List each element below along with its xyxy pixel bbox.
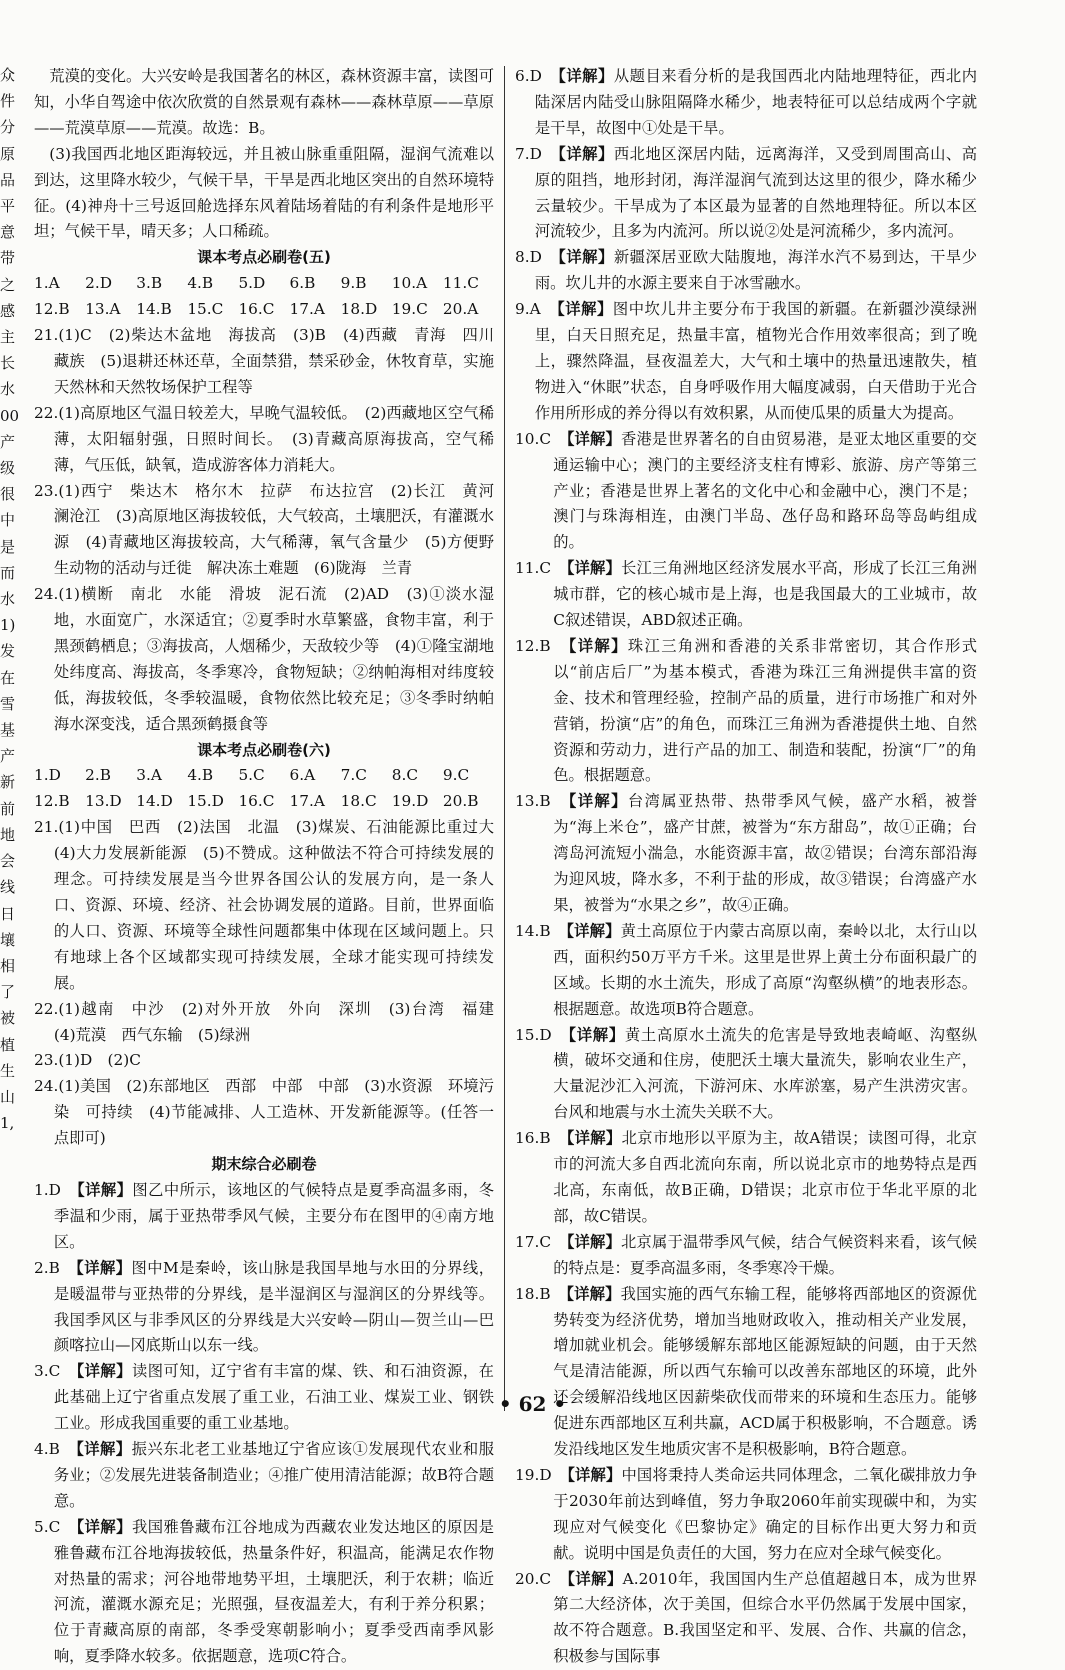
- final-answer: [515, 919, 977, 1023]
- answer-number: 9.A: [515, 300, 558, 319]
- edge-line: 感: [0, 301, 16, 320]
- final-answer: [34, 1437, 494, 1515]
- answer-number: 11.C: [515, 559, 567, 578]
- final-answer: [515, 297, 977, 427]
- answer-text: 图乙中所示，该地区的气候特点是夏季高温多雨，冬季温和少雨，属于亚热带季风气候，主要分布在图甲的④南方地区。: [53, 1180, 494, 1251]
- edge-line: 相: [0, 956, 16, 975]
- final-answer: [515, 789, 977, 919]
- edge-line: 地: [0, 825, 16, 844]
- detail-tag: 【详解】: [557, 300, 613, 319]
- final-answer: [515, 142, 977, 246]
- choice-answer: 13.A: [85, 300, 121, 319]
- answer-24: 24.(1)美国 (2)东部地区 西部 中部 中部 (3)水资源 环境污染 可持续 (4)节能减排、人工造林、开发新能源等。(任答一点即可): [34, 1077, 494, 1148]
- final-answer: [515, 634, 977, 789]
- answer-number: 18.B: [515, 1284, 567, 1303]
- edge-line: 山: [0, 1087, 16, 1106]
- paragraph: (3)我国西北地区距海较远，并且被山脉重重阻隔，湿润气流难以到达，这里降水较少，气候干旱，干旱是西北地区突出的自然环境特征。(4)神舟十三号返回舱选择东风着陆场着陆的有利条件是地形平坦；气候干旱，晴天多；人口稀疏。: [34, 144, 494, 241]
- choice-answer: 3.A: [136, 766, 162, 785]
- choice-answer: 5.C: [238, 766, 265, 785]
- cropped-left-margin-text: [0, 62, 22, 1136]
- answer-number: 17.C: [515, 1232, 567, 1251]
- choice-answer: 6.A: [289, 766, 316, 785]
- edge-line: 1): [0, 616, 16, 635]
- final-answer: [34, 1178, 494, 1256]
- detail-tag: 【详解】: [566, 1232, 622, 1251]
- detail-tag: 【详解】: [76, 1258, 132, 1277]
- detail-tag: 【详解】: [566, 1129, 622, 1148]
- choice-answer-row: [34, 789, 494, 815]
- edge-line: 而: [0, 563, 16, 582]
- edge-line: 生: [0, 1061, 16, 1080]
- edge-line: 在: [0, 668, 16, 687]
- choice-answer: 14.D: [136, 792, 173, 811]
- edge-line: 基: [0, 721, 16, 740]
- answer-number: 19.D: [515, 1465, 568, 1484]
- final-answer: [515, 1567, 977, 1670]
- edge-line: 水: [0, 380, 16, 399]
- choice-answer: 8.C: [391, 766, 419, 785]
- choice-answer: 14.B: [136, 300, 172, 319]
- detail-tag: 【详解】: [568, 1025, 625, 1044]
- answer-number: 5.C: [34, 1517, 77, 1536]
- edge-line: 产: [0, 432, 16, 451]
- paragraph: 荒漠的变化。大兴安岭是我国著名的林区，森林资源丰富，读图可知，小华自驾途中依次欣赏的自然景观有森林——森林草原——草原——荒漠草原——荒漠。故选：B。: [34, 67, 494, 137]
- answer-number: 16.B: [515, 1129, 567, 1148]
- answer-number: 1.D: [34, 1180, 78, 1199]
- answer-number: 8.D: [515, 248, 559, 267]
- section-heading: 课本考点必刷卷(五): [197, 248, 331, 267]
- answer-text: 振兴东北老工业基地辽宁省应该①发展现代农业和服务业；②发展先进装备制造业；④推广使用清洁能源；故B符合题意。: [53, 1440, 494, 1510]
- choice-answer: 6.B: [289, 274, 316, 293]
- edge-line: 会: [0, 852, 16, 871]
- choice-answer: 12.B: [34, 792, 70, 811]
- answer-text: 香港是世界著名的自由贸易港，是亚太地区重要的交通运输中心；澳门的主要经济支柱有博彩、旅游、房产等第三产业；香港是世界上著名的文化中心和金融中心，澳门不是；澳门与珠海相连，由澳门半岛、氹仔岛和路环岛等岛屿组成的。: [553, 429, 977, 552]
- choice-answer: 13.D: [85, 792, 122, 811]
- choice-answer: 3.B: [136, 274, 163, 293]
- edge-line: 带: [0, 249, 16, 268]
- answer-21: 21.(1)C (2)柴达木盆地 海拔高 (3)B (4)西藏 青海 四川 藏族 (5)退耕还林还草，全面禁猎，禁采砂金，休牧育草，实施天然林和天然牧场保护工程等: [34, 326, 510, 396]
- answer-number: 20.C: [515, 1569, 568, 1588]
- section-heading: 期末综合必刷卷: [211, 1155, 317, 1174]
- detail-tag: 【详解】: [558, 67, 614, 85]
- edge-line: 了: [0, 983, 16, 1002]
- detail-tag: 【详解】: [566, 921, 621, 940]
- choice-answer: 19.D: [391, 792, 429, 811]
- edge-line: 00: [0, 406, 20, 425]
- answer-22: 22.(1)高原地区气温日较差大，早晚气温较低。 (2)西藏地区空气稀薄，太阳辐射强，日照时间长。 (3)青藏高原海拔高，空气稀薄，气压低，缺氧，造成游客体力消耗大。: [34, 403, 494, 474]
- detail-tag: 【详解】: [77, 1180, 133, 1199]
- answer-text: 中国将秉持人类命运共同体理念，二氧化碳排放力争于2030年前达到峰值，努力争取2060年前实现碳中和，为实现应对气候变化《巴黎协定》确定的目标作出更大努力和贡献。说明中国是负责任的大国，努力在应对全球气候变化。: [553, 1465, 977, 1562]
- answer-22: 22.(1)越南 中沙 (2)对外开放 外向 深圳 (3)台湾 福建 (4)荒漠 西气东输 (5)绿洲: [34, 999, 510, 1044]
- final-answer: [515, 1023, 977, 1127]
- section-heading: 课本考点必刷卷(六): [197, 740, 331, 759]
- edge-line: 之: [0, 275, 16, 294]
- choice-answer: 19.C: [391, 300, 428, 319]
- choice-answer: 2.D: [85, 274, 112, 293]
- answer-number: 12.B: [515, 636, 569, 655]
- choice-answer: 15.C: [187, 300, 224, 319]
- choice-answer: 10.A: [391, 274, 428, 293]
- detail-tag: 【详解】: [558, 248, 614, 267]
- choice-answer: 5.D: [238, 274, 266, 293]
- detail-tag: 【详解】: [568, 792, 628, 811]
- edge-line: 前: [0, 799, 16, 818]
- answer-text: 我国实施的西气东输工程，能够将西部地区的资源优势转变为经济优势，增加当地财政收入，推动相关产业发展，增加就业机会。能够缓解东部地区能源短缺的问题，由于天然气是清洁能源，所以西气东输可以改善东部地区的环境，此外还会缓解沿线地区因薪柴砍伐而带来的环境和生态压力。能够促进东西部地区互利共赢，ACD属于积极影响，不合题意。诱发沿线地区发生地质灾害不是积极影响，B符合题意。: [553, 1284, 977, 1459]
- choice-answer-row: [34, 763, 494, 789]
- answer-text: 我国雅鲁藏布江谷地成为西藏农业发达地区的原因是雅鲁藏布江谷地海拔较低，热量条件好，积温高，能满足农作物对热量的需求；河谷地带地势平坦，土壤肥沃，利于农耕；临近河流，灌溉水源充足；光照强，昼夜温差大，有利于养分积累；位于青藏高原的南部，冬季受寒朝影响小；夏季受西南季风影响，夏季降水较多。依据题意，选项C符合。: [53, 1517, 494, 1666]
- answer-23: 23.(1)西宁 柴达木 格尔木 拉萨 布达拉宫 (2)长江 黄河 澜沧江 (3)高原地区海拔较低，大气较高，土壤肥沃，有灌溉水源 (4)青藏地区海拔较高，大气稀薄，氧气含量少 (5)方便野生动物的活动与迁徙 解决冻土难题 (6)陇海 兰青: [34, 481, 510, 578]
- edge-line: 壤: [0, 930, 16, 949]
- choice-answer: 9.C: [442, 766, 470, 785]
- detail-tag: 【详解】: [76, 1440, 132, 1459]
- final-answer: [515, 1230, 977, 1282]
- answer-number: 13.B: [515, 792, 569, 811]
- answer-number: 15.D: [515, 1025, 569, 1044]
- detail-tag: 【详解】: [566, 429, 622, 448]
- answer-text: A.2010年，我国国内生产总值超越日本，成为世界第二大经济体，次于美国，但综合水平仍然属于发展中国家，故不符合题意。B.我国坚定和平、发展、合作、共赢的信念，积极参与国际事: [553, 1569, 977, 1666]
- edge-line: 日: [0, 904, 16, 923]
- column-divider: [504, 66, 505, 1411]
- edge-line: 产: [0, 747, 16, 766]
- choice-answer: 20.A: [442, 300, 479, 319]
- edge-line: 被: [0, 1009, 16, 1028]
- answer-text: 新疆深居亚欧大陆腹地，海洋水汽不易到达，干旱少雨。坎儿井的水源主要来自于冰雪融水。: [534, 248, 977, 293]
- edge-line: 意: [0, 223, 16, 242]
- answer-number: 7.D: [515, 144, 559, 163]
- choice-answer-row: [34, 297, 494, 323]
- edge-line: 1,: [0, 1114, 15, 1133]
- left-column: [34, 64, 510, 1670]
- right-column: [515, 64, 977, 1670]
- final-answer: [515, 1463, 977, 1567]
- edge-line: 件: [0, 92, 16, 111]
- detail-tag: 【详解】: [558, 144, 614, 163]
- choice-answer: 16.C: [238, 792, 275, 811]
- edge-line: 平: [0, 197, 16, 216]
- choice-answer: 4.B: [187, 274, 214, 293]
- detail-tag: 【详解】: [76, 1362, 132, 1381]
- final-answer: [515, 1282, 977, 1463]
- edge-line: 线: [0, 878, 16, 897]
- answer-text: 西北地区深居内陆，远离海洋，又受到周围高山、高原的阻挡，地形封闭，海洋湿润气流到达这里的很少，降水稀少云量较少。干旱成为了本区最为显著的自然地理特征。所以本区河流较少，且多为内流河。所以说②处是河流稀少，多内流河。: [534, 144, 977, 241]
- choice-answer: 1.A: [34, 274, 60, 293]
- edge-line: 中: [0, 511, 16, 530]
- edge-line: 雪: [0, 694, 16, 713]
- edge-line: 众: [0, 66, 16, 84]
- choice-answer: 20.B: [442, 792, 479, 811]
- detail-tag: 【详解】: [566, 559, 622, 578]
- choice-answer: 16.C: [238, 300, 275, 319]
- final-answer: [515, 1126, 977, 1230]
- answer-text: 黄土高原位于内蒙古高原以南，秦岭以北，太行山以西，面积约50万平方千米。这里是世界上黄土分布面积最广的区域。长期的水土流失，形成了高原“沟壑纵横”的地表形态。根据题意。故选项B符合题意。: [553, 921, 977, 1018]
- answer-text: 珠江三角洲和香港的关系非常密切，其合作形式以“前店后厂”为基本模式，香港为珠江三角洲提供丰富的资金、技术和管理经验，控制产品的质量，进行市场推广和对外营销，扮演“店”的角色，而珠江三角洲为香港提供土地、自然资源和劳动力，进行产品的加工、制造和装配，扮演“厂”的角色。根据题意。: [553, 636, 977, 785]
- answer-number: 4.B: [34, 1440, 77, 1459]
- answer-number: 14.B: [515, 921, 567, 940]
- detail-tag: 【详解】: [76, 1517, 132, 1536]
- edge-line: 是: [0, 537, 16, 556]
- answer-number: 6.D: [515, 67, 559, 85]
- answer-text: 长江三角洲地区经济发展水平高，形成了长江三角洲城市群，它的核心城市是上海，也是我国最大的工业城市，故C叙述错误，ABD叙述正确。: [553, 559, 977, 630]
- edge-line: 水: [0, 590, 16, 609]
- edge-line: 分: [0, 118, 16, 137]
- edge-line: 品: [0, 170, 16, 189]
- choice-answer: 4.B: [187, 766, 214, 785]
- answer-text: 北京属于温带季风气候，结合气候资料来看，该气候的特点是：夏季高温多雨，冬季寒冷干燥。: [553, 1232, 977, 1277]
- detail-tag: 【详解】: [567, 1465, 622, 1484]
- answer-text: 黄土高原水土流失的危害是导致地表崎岖、沟壑纵横，破坏交通和住房，使肥沃土壤大量流失，影响农业生产，大量泥沙汇入河流，下游河床、水库淤塞，易产生洪涝灾害。台风和地震与水土流失关联不大。: [553, 1025, 977, 1122]
- answer-text: 图中M是秦岭，该山脉是我国旱地与水田的分界线，是暖温带与亚热带的分界线，是半湿润区与湿润区的分界线等。我国季风区与非季风区的分界线是大兴安岭—阴山—贺兰山—巴颜喀拉山—冈底斯山以东一线。: [53, 1258, 494, 1355]
- edge-line: 很: [0, 485, 16, 504]
- answer-21: 21.(1)中国 巴西 (2)法国 北温 (3)煤炭、石油能源比重过大 (4)大力发展新能源 (5)不赞成。这种做法不符合可持续发展的理念。可持续发展是当今世界各国公认的发展方向，是一条人口、资源、环境、经济、社会协调发展的道路。目前，世界面临的人口、资源、环境等全球性问题都集中体现在区域问题上。只有地球上各个区域都实现可持续发展，全球才能实现可持续发展。: [34, 818, 510, 992]
- choice-answer: 9.B: [340, 274, 367, 293]
- final-answer: [515, 556, 977, 634]
- answer-24: 24.(1)横断 南北 水能 滑坡 泥石流 (2)AD (3)①淡水湿地，水面宽广，水深适宜；②夏季时水草繁盛，食物丰富，利于黑颈鹤栖息；③海拔高，人烟稀少，天敌较少等 (4)①隆宝湖地处纬度高、海拔高，冬季寒冷，食物短缺；②纳帕海相对纬度较低，海拔较低，冬季较温暖，食物依然比较充足；③冬季时纳帕海水深变浅，适合黑颈鹤摄食等: [34, 585, 494, 733]
- choice-answer: 2.B: [85, 766, 111, 785]
- answer-text: 图中坎儿井主要分布于我国的新疆。在新疆沙漠绿洲里，白天日照充足，热量丰富，植物光合作用效率很高；到了晚上，骤然降温，昼夜温差大，大气和土壤中的热量迅速散失，植物进入“休眠”状态，自身呼吸作用大幅度减弱，白天借助于光合作用所形成的养分得以有效积累，从而使瓜果的质量大为提高。: [534, 300, 977, 422]
- answer-text: 从题目来看分析的是我国西北内陆地理特征，西北内陆深居内陆受山脉阻隔降水稀少，地表特征可以总结成两个字就是干旱，故图中①处是干旱。: [534, 67, 977, 137]
- answer-text: 北京市地形以平原为主，故A错误；读图可得，北京市的河流大多自西北流向东南，所以说北京市的地势特点是西北高，东南低，故B正确，D错误；北京市位于华北平原的北部，故C错误。: [553, 1129, 977, 1225]
- final-answer: [515, 245, 977, 297]
- final-answer: [34, 1256, 494, 1360]
- choice-answer: 1.D: [34, 766, 61, 785]
- choice-answer: 18.C: [340, 792, 377, 811]
- edge-line: 植: [0, 1035, 16, 1054]
- choice-answer: 12.B: [34, 300, 70, 319]
- answer-number: 10.C: [515, 429, 567, 448]
- choice-answer: 11.C: [442, 274, 479, 293]
- edge-line: 主: [0, 328, 16, 347]
- final-answer: [515, 427, 977, 557]
- detail-tag: 【详解】: [567, 1569, 623, 1588]
- final-answer: [34, 1515, 494, 1670]
- edge-line: 发: [0, 642, 16, 661]
- edge-line: 新: [0, 773, 16, 792]
- answer-number: 3.C: [34, 1362, 77, 1381]
- edge-line: 长: [0, 354, 16, 373]
- choice-answer-row: [34, 271, 494, 297]
- choice-answer: 18.D: [340, 300, 378, 319]
- final-answer: [515, 64, 977, 142]
- choice-answer: 15.D: [187, 792, 224, 811]
- answer-text: 读图可知，辽宁省有丰富的煤、铁、和石油资源，在此基础上辽宁省重点发展了重工业，石油工业、煤炭工业、钢铁工业。形成我国重要的重工业基地。: [53, 1362, 494, 1433]
- answer-text: 台湾属亚热带、热带季风气候，盛产水稻，被誉为“海上米仓”，盛产甘蔗，被誉为“东方甜岛”，故①正确；台湾岛河流短小湍急，水能资源丰富，故②错误；台湾东部沿海为迎风坡，降水多，不利于盐的形成，故③错误；台湾盛产水果，被誉为“水果之乡”，故④正确。: [553, 792, 977, 914]
- edge-line: 原: [0, 144, 16, 163]
- answer-number: 2.B: [34, 1258, 77, 1277]
- detail-tag: 【详解】: [568, 636, 628, 655]
- page-number: • 62 •: [498, 1392, 567, 1416]
- detail-tag: 【详解】: [566, 1284, 621, 1303]
- choice-answer: 17.A: [289, 300, 325, 319]
- choice-answer: 7.C: [340, 766, 367, 785]
- edge-line: 级: [0, 459, 16, 478]
- answer-23: 23.(1)D (2)C: [34, 1051, 141, 1070]
- choice-answer: 17.A: [289, 792, 325, 811]
